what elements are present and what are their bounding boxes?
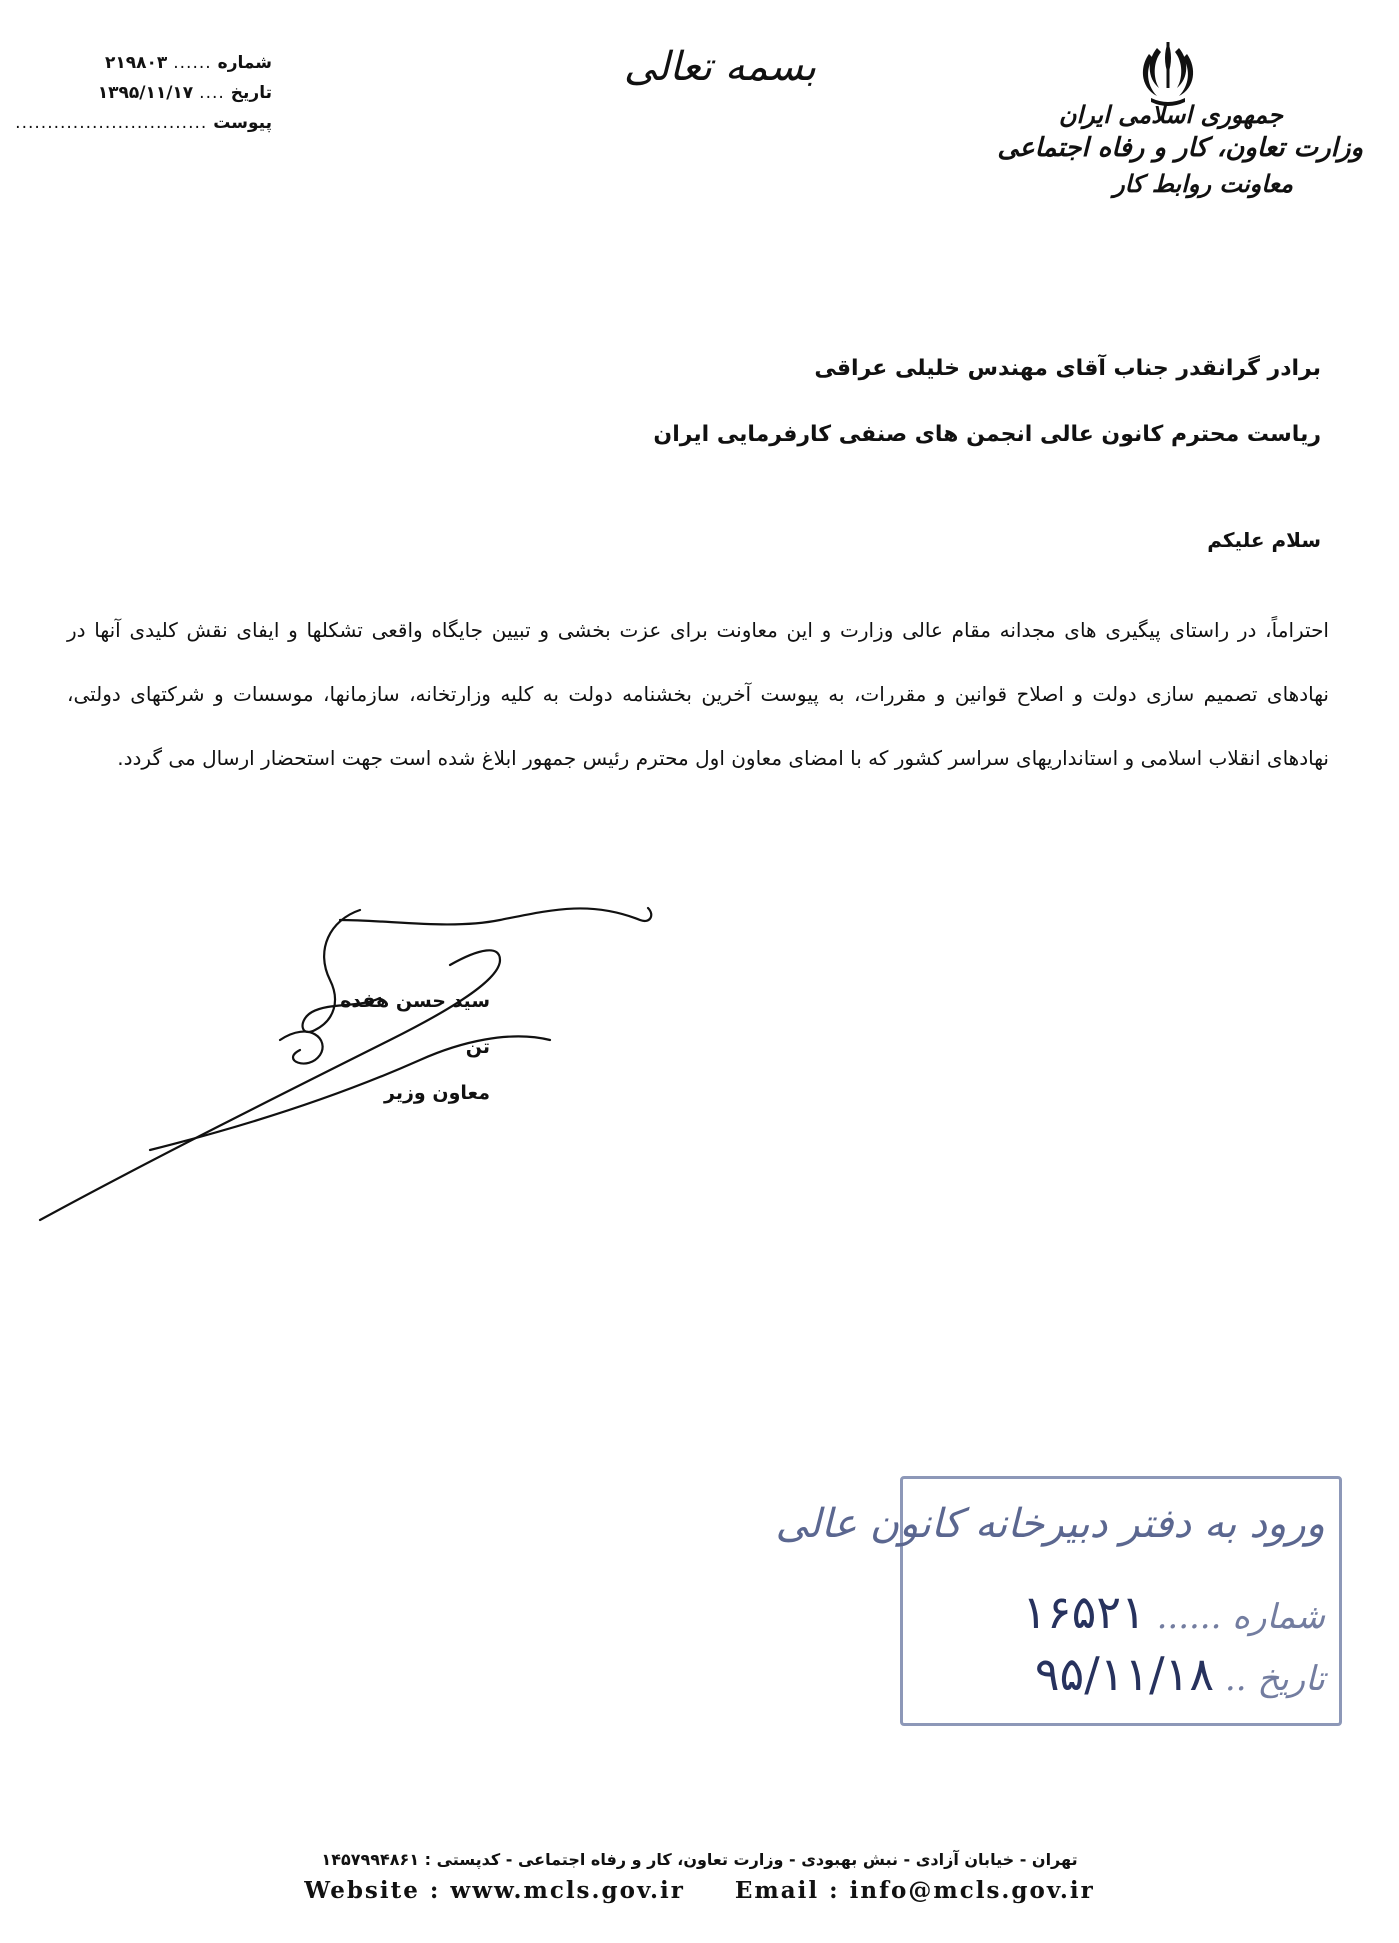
stamp-date-value: ۹۵/۱۱/۱۸ — [1034, 1647, 1215, 1701]
stamp-number-label: شماره — [1232, 1597, 1325, 1637]
number-label: شماره — [217, 53, 272, 73]
stamp-title: ورود به دفتر دبیرخانه کانون عالی — [775, 1501, 1325, 1547]
website-link[interactable]: www.mcls.gov.ir — [450, 1877, 685, 1904]
received-stamp — [775, 1476, 1342, 1726]
website-label: Website : — [304, 1877, 441, 1904]
footer-contacts — [0, 1877, 1399, 1904]
stamp-number-value: ۱۶۵۲۱ — [1022, 1585, 1146, 1639]
addressee-line-2: ریاست محترم کانون عالی انجمن های صنفی کارفرمایی ایران — [653, 422, 1321, 447]
stamp-date-label: تاریخ — [1257, 1659, 1325, 1699]
footer-address: تهران - خیابان آزادی - نبش بهبودی - وزارت تعاون، کار و رفاه اجتماعی - کدپستی : ۱۴۵۷۹۹۴۸۶۱ — [321, 1850, 1078, 1869]
letter-body: احتراماً، در راستای پیگیری های مجدانه مقام عالی وزارت و این معاونت برای عزت بخشی و تبیین جایگاه واقعی تشکلها و ایفای نقش کلیدی آنها در نهادهای تصمیم سازی دولت و اصلاح قوانین و مقررات، به پیوست آخرین بخشنامه دولت به کلیه وزارتخانه، سازمانها، موسسات و شرکتهای دولتی، نهادهای انقلاب اسلامی و استانداریهای سراسر کشور که با امضای معاون اول محترم رئیس جمهور ابلاغ شده است جهت استحضار ارسال می گردد. — [67, 618, 1329, 770]
bismillah-heading: بسمه تعالی — [623, 44, 817, 90]
greeting: سلام علیکم — [1207, 528, 1321, 552]
signer-title: معاون وزیر — [384, 1082, 490, 1104]
ministry-name: وزارت تعاون، کار و رفاه اجتماعی — [997, 133, 1363, 163]
email-label: Email : — [734, 1877, 840, 1904]
reference-date-row: تاریخ .... ۱۳۹۵/۱۱/۱۷ — [62, 78, 272, 108]
addressee-line-1: برادر گرانقدر جناب آقای مهندس خلیلی عراقی — [814, 356, 1321, 381]
stamp-number-row: شماره ...... ۱۶۵۲۱ — [1022, 1585, 1325, 1639]
signer-name: سید حسن هفده تن — [340, 990, 490, 1058]
reference-number-row: شماره ...... ۲۱۹۸۰۳ — [62, 48, 272, 78]
attachment-label: پیوست — [213, 113, 272, 133]
date-label: تاریخ — [230, 83, 272, 103]
email-link[interactable]: info@mcls.gov.ir — [849, 1877, 1095, 1904]
signer-block — [310, 978, 490, 1116]
reference-attachment-row: پیوست .............................. — [62, 108, 272, 138]
department-name: معاونت روابط کار — [1113, 169, 1293, 198]
country-name: جمهوری اسلامی ایران — [1058, 100, 1283, 129]
stamp-date-row: تاریخ .. ۹۵/۱۱/۱۸ — [1034, 1647, 1325, 1701]
date-value: ۱۳۹۵/۱۱/۱۷ — [97, 83, 194, 103]
letter-footer — [0, 1850, 1399, 1904]
addressee-block — [621, 336, 1321, 468]
number-value: ۲۱۹۸۰۳ — [104, 53, 168, 73]
ministry-header — [963, 100, 1363, 198]
letter-reference — [15, 48, 272, 138]
iran-emblem-icon — [1137, 38, 1199, 108]
